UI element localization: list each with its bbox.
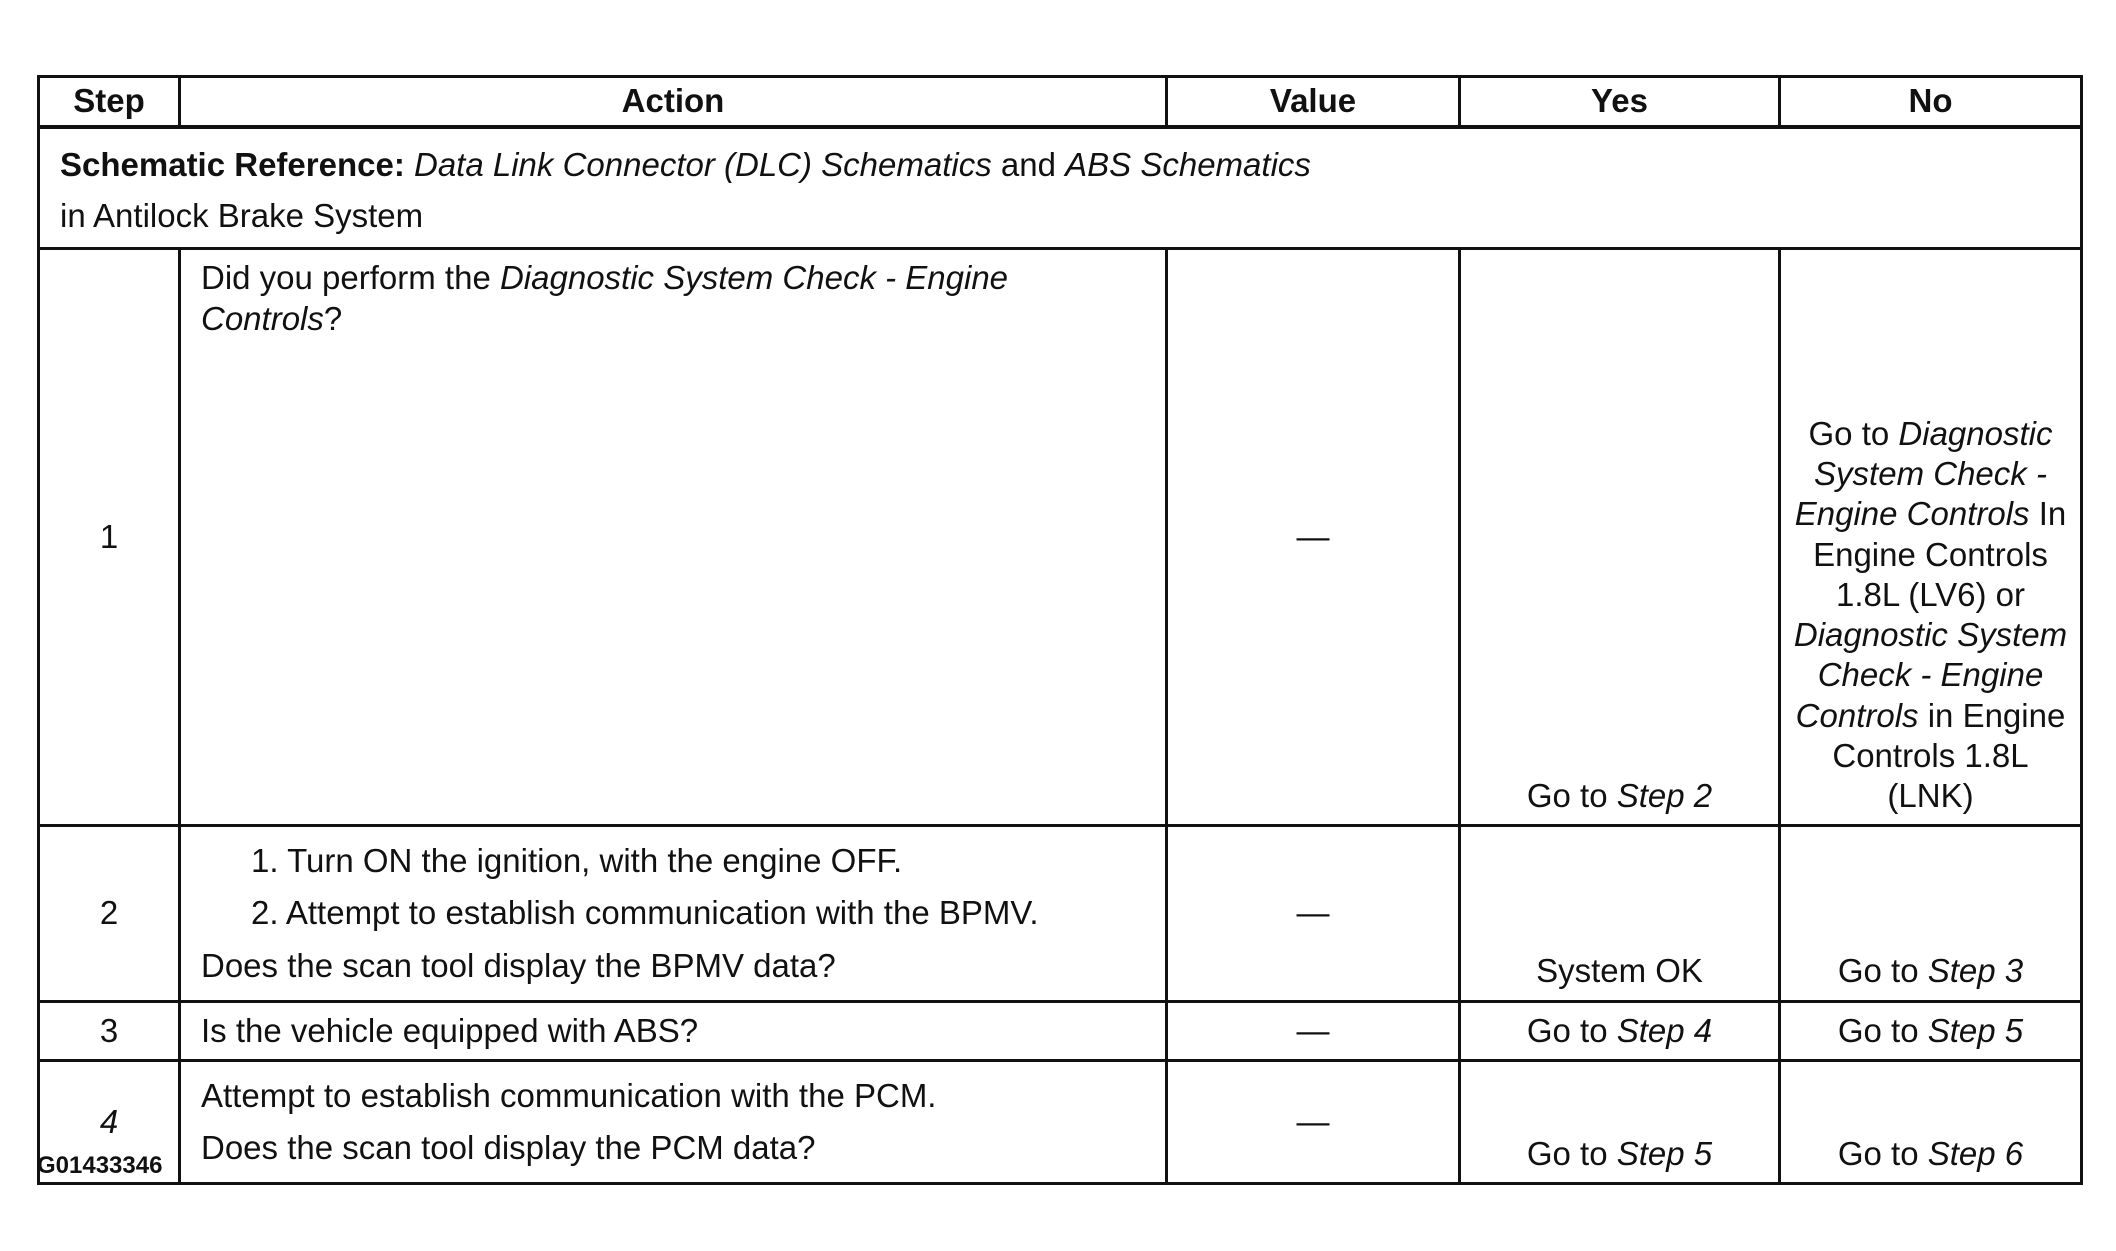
no-cell <box>1780 1060 2082 1183</box>
action-text: Is the vehicle equipped with ABS? <box>180 1001 1167 1060</box>
header-no: No <box>1780 77 2082 128</box>
no-text: Go to <box>1808 414 1899 452</box>
step-number: 2 <box>39 826 180 1001</box>
substep-list <box>201 835 1145 939</box>
action-cell <box>180 826 1167 1001</box>
no-cell <box>1780 1001 2082 1060</box>
no-link-1[interactable]: Diagnostic System Check - Engine Controls <box>1794 414 2053 533</box>
reference-line2: in Antilock Brake System <box>60 197 424 235</box>
schematic-reference <box>39 127 2082 249</box>
no-link[interactable]: Step 5 <box>1927 1011 2024 1049</box>
figure-id: G01433346 <box>37 1152 163 1179</box>
action-text: Attempt to establish communication with the PCM. <box>201 1076 937 1114</box>
no-text-mid1: In Engine Controls 1.8L (LV6) or <box>1813 495 2067 613</box>
action-suffix: ? <box>323 299 343 337</box>
header-yes: Yes <box>1460 77 1780 128</box>
no-link[interactable]: Step 3 <box>1927 952 2024 990</box>
action-cell <box>180 1060 1167 1183</box>
yes-cell <box>1460 1060 1780 1183</box>
no-text: Go to <box>1837 952 1928 990</box>
schematic-reference-row <box>39 127 2082 249</box>
yes-text: Go to <box>1526 777 1617 815</box>
no-cell <box>1780 249 2082 826</box>
table-row-step-1 <box>39 249 2082 826</box>
action-link[interactable]: Diagnostic System Check - Engine Controls <box>201 259 1009 337</box>
no-text: Go to <box>1837 1011 1928 1049</box>
action-question: Does the scan tool display the PCM data? <box>201 1129 816 1167</box>
step-number-text: 4 <box>99 1102 119 1140</box>
header-row <box>39 77 2082 128</box>
yes-cell: System OK <box>1460 826 1780 1001</box>
value-cell: — <box>1167 1001 1460 1060</box>
header-value: Value <box>1167 77 1460 128</box>
action-cell <box>180 249 1167 826</box>
no-link[interactable]: Step 6 <box>1927 1134 2024 1172</box>
value-cell: — <box>1167 1060 1460 1183</box>
action-question: Does the scan tool display the BPMV data? <box>201 946 836 984</box>
step-number: 3 <box>39 1001 180 1060</box>
value-cell: — <box>1167 249 1460 826</box>
header-step: Step <box>39 77 180 128</box>
yes-cell <box>1460 249 1780 826</box>
reference-link-dlc[interactable]: Data Link Connector (DLC) Schematics <box>414 146 992 183</box>
diagnostic-table <box>37 75 2083 1185</box>
table-row-step-3 <box>39 1001 2082 1060</box>
value-cell: — <box>1167 826 1460 1001</box>
reference-label: Schematic Reference: <box>60 146 405 183</box>
yes-link[interactable]: Step 5 <box>1616 1134 1713 1172</box>
reference-link-abs[interactable]: ABS Schematics <box>1065 146 1311 183</box>
table-row-step-2 <box>39 826 2082 1001</box>
step-number: 1 <box>39 249 180 826</box>
yes-text: Go to <box>1526 1134 1617 1172</box>
yes-link[interactable]: Step 2 <box>1616 777 1713 815</box>
action-text: Did you perform the <box>201 259 500 297</box>
no-link-2[interactable]: Diagnostic System Check - Engine Controls <box>1793 616 2068 734</box>
header-action: Action <box>180 77 1167 128</box>
reference-joiner: and <box>991 146 1066 183</box>
no-text-mid2: in Engine Controls 1.8L (LNK) <box>1832 696 2066 815</box>
yes-cell <box>1460 1001 1780 1060</box>
list-item: 1. Turn ON the ignition, with the engine OFF. <box>251 842 903 880</box>
no-text: Go to <box>1837 1134 1928 1172</box>
list-item: 2. Attempt to establish communication with the BPMV. <box>251 894 1039 932</box>
yes-link[interactable]: Step 4 <box>1616 1011 1713 1049</box>
no-cell <box>1780 826 2082 1001</box>
yes-text: Go to <box>1526 1011 1617 1049</box>
table-row-step-4 <box>39 1060 2082 1183</box>
